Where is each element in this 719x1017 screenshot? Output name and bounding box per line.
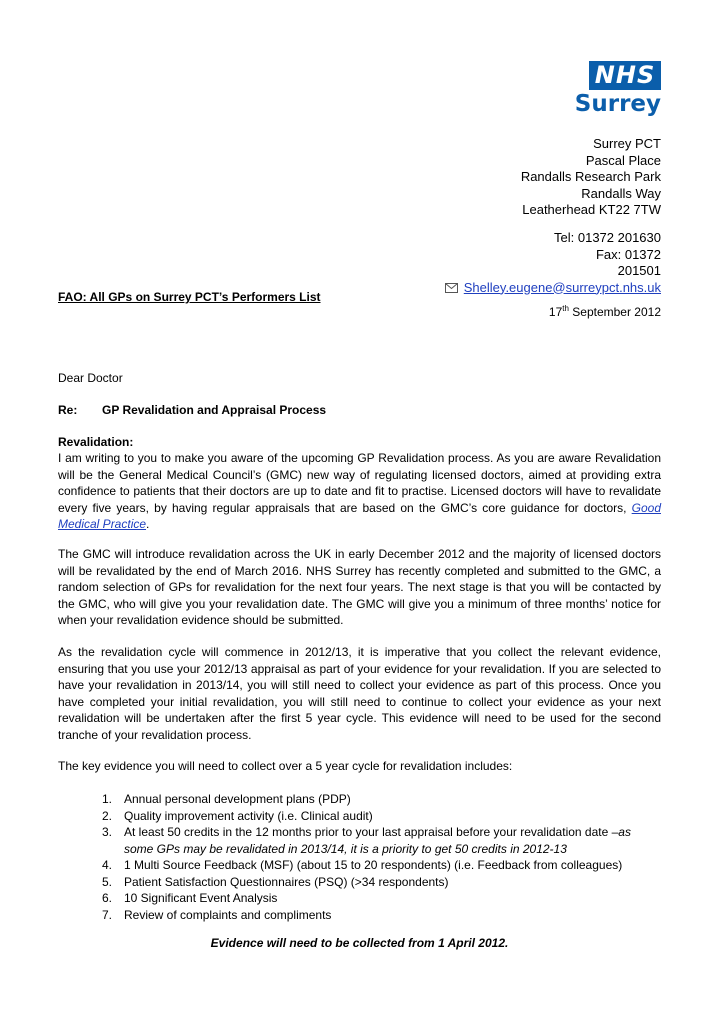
list-item <box>102 808 662 825</box>
fao-line: FAO: All GPs on Surrey PCT’s Performers List <box>58 290 321 304</box>
nhs-logo: NHS <box>589 61 661 90</box>
list-number: 6. <box>102 891 113 905</box>
list-text: Annual personal development plans (PDP) <box>124 792 351 806</box>
salutation: Dear Doctor <box>58 371 123 385</box>
letter-date <box>549 304 661 319</box>
evidence-list <box>102 791 662 923</box>
sender-address <box>521 136 661 219</box>
paragraph-4: The key evidence you will need to collect over a 5 year cycle for revalidation includes: <box>58 759 513 773</box>
contact-details <box>445 230 661 296</box>
list-item <box>102 857 662 874</box>
paragraph-1 <box>58 450 661 533</box>
subject-label: Re: <box>58 403 78 417</box>
list-number: 2. <box>102 808 113 823</box>
email-link[interactable]: Shelley.eugene@surreypct.nhs.uk <box>463 279 661 295</box>
fax-number: 201501 <box>617 263 661 278</box>
address-line: Randalls Research Park <box>520 169 661 184</box>
list-item <box>102 890 662 907</box>
list-number: 5. <box>102 874 113 889</box>
address-line: Leatherhead KT22 7TW <box>522 202 661 217</box>
list-number: 1. <box>102 792 113 806</box>
address-line: Surrey PCT <box>593 136 661 151</box>
list-text: Quality improvement activity (i.e. Clinical audit) <box>124 808 373 823</box>
list-number: 3. <box>102 825 113 839</box>
address-line: Randalls Way <box>581 185 661 201</box>
evidence-note: Evidence will need to be collected from 1 April 2012. <box>210 936 509 950</box>
list-text: 1 Multi Source Feedback (MSF) (about 15 to 20 respondents) (i.e. Feedback from colleagues) <box>124 858 623 872</box>
list-text: Review of complaints and compliments <box>124 907 332 922</box>
list-text: 10 Significant Event Analysis <box>124 891 278 905</box>
date-day: 17 <box>548 305 563 319</box>
date-suffix: th <box>562 304 569 313</box>
section-heading: Revalidation: <box>58 435 134 449</box>
telephone: Tel: 01372 201630 <box>554 230 661 245</box>
list-item <box>102 791 662 808</box>
subject-line <box>58 402 661 419</box>
list-number: 4. <box>102 858 113 872</box>
list-text-plain: At least 50 credits in the 12 months prior to your last appraisal before your revalidation date – <box>124 825 619 839</box>
date-rest: September 2012 <box>568 305 661 319</box>
address-line: Pascal Place <box>585 152 661 168</box>
list-number: 7. <box>102 907 113 922</box>
list-item <box>102 824 662 857</box>
paragraph-3: As the revalidation cycle will commence in 2012/13, it is imperative that you collect the relevant evidence, ensuring that you use your 2012/13 appraisal as part of your evidence for your revalidation. If you are selected to have your revalidation in 2013/14, you will still need to collect your evidence as part of this process. Once you have completed your initial revalidation, you will still need to continue to collect your evidence as your next revalidation will be undertaken after the first 5 year cycle. This evidence will need to be used for the second tranche of your revalidation process. <box>58 645 661 742</box>
good-medical-practice-link[interactable]: Good Medical Practice <box>58 500 661 531</box>
subject-text: GP Revalidation and Appraisal Process <box>102 403 327 417</box>
list-text <box>124 824 662 857</box>
paragraph-text: I am writing to you to make you aware of the upcoming GP Revalidation process. As you are aware Revalidation will be the General Medical Council’s (GMC) new way of regulating licensed doctors, aimed at providing extra confidence to patients that their doctors are up to date and fit to practise. Licensed doctors will have to revalidate every five years, by having regular appraisals that are based on the GMC’s core guidance for doctors, <box>58 451 661 515</box>
list-item <box>102 907 662 924</box>
nhs-logo-region: Surrey <box>574 91 661 117</box>
list-item <box>102 874 662 891</box>
paragraph-2: The GMC will introduce revalidation across the UK in early December 2012 and the majority of licensed doctors will be revalidated by the end of March 2016. NHS Surrey has recently completed and submitted to the GMC, a random selection of GPs for revalidation for the next four years. The next stage is that you will be contacted by the GMC, who will give you your revalidation date. The GMC will give you a minimum of three months’ notice for when your revalidation evidence should be submitted. <box>58 547 661 627</box>
list-text-italic: as some GPs may be revalidated in 2013/14, it is a priority to get 50 credits in 2012-13 <box>124 825 631 856</box>
fax-label: Fax: 01372 <box>595 246 661 262</box>
list-text: Patient Satisfaction Questionnaires (PSQ) (>34 respondents) <box>124 874 449 889</box>
paragraph-text: . <box>146 517 150 531</box>
